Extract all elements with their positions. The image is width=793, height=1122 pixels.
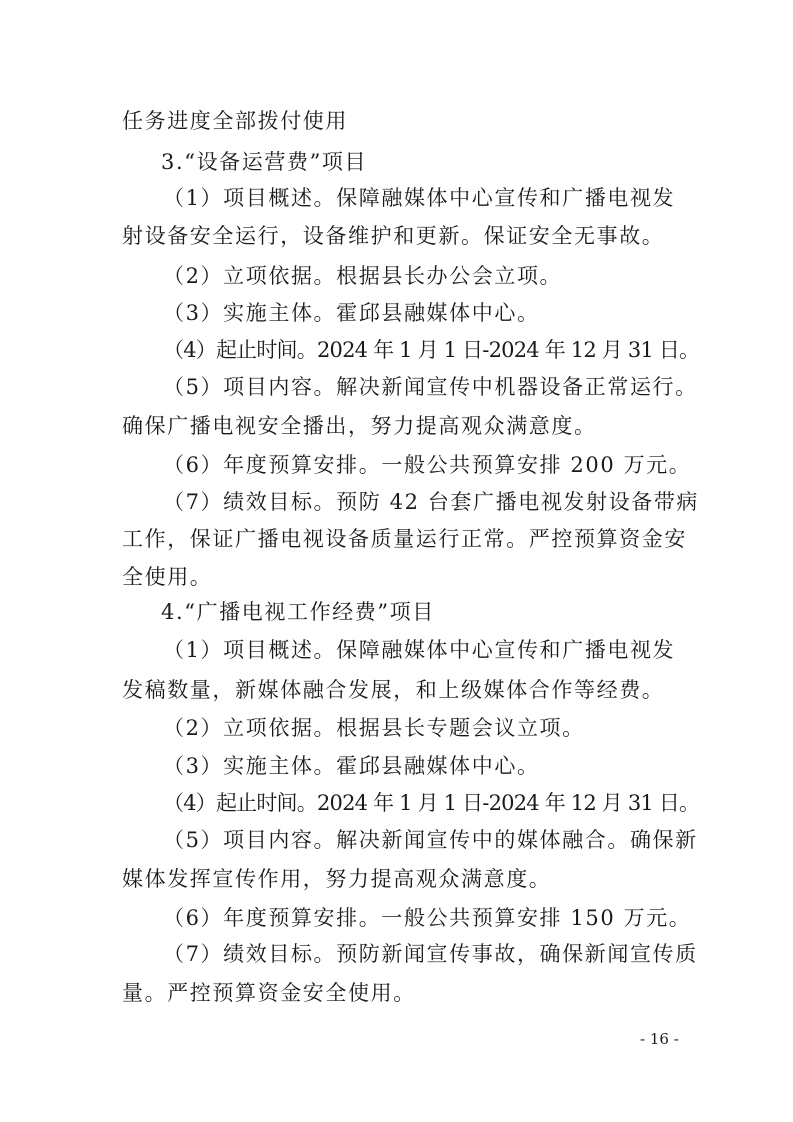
text-line: （4）起止时间。2024 年 1 月 1 日-2024 年 12 月 31 日。	[163, 791, 700, 815]
text-line: 工作，保证广播电视设备质量运行正常。严控预算资金安	[122, 527, 687, 551]
text-line: （6）年度预算安排。一般公共预算安排 150 万元。	[163, 906, 692, 930]
text-line: 确保广播电视安全播出，努力提高观众满意度。	[122, 414, 597, 438]
text-line: （2）立项依据。根据县长办公会立项。	[163, 264, 563, 288]
text-line: （5）项目内容。解决新闻宣传中的媒体融合。确保新	[163, 828, 698, 852]
text-line: （2）立项依据。根据县长专题会议立项。	[163, 716, 585, 740]
text-line: 任务进度全部拨付使用	[122, 109, 348, 133]
text-line: （7）绩效目标。预防新闻宣传事故，确保新闻宣传质	[163, 942, 698, 966]
text-line: （1）项目概述。保障融媒体中心宣传和广播电视发	[163, 186, 676, 210]
section-heading: 3.“设备运营费”项目	[161, 150, 368, 174]
page-number: - 16 -	[640, 1030, 679, 1048]
text-line: 射设备安全运行，设备维护和更新。保证安全无事故。	[122, 224, 665, 248]
text-line: 媒体发挥宣传作用，努力提高观众满意度。	[122, 867, 552, 891]
text-line: 量。严控预算资金安全使用。	[122, 981, 416, 1005]
text-line: （6）年度预算安排。一般公共预算安排 200 万元。	[163, 453, 692, 477]
section-heading: 4.“广播电视工作经费”项目	[161, 600, 435, 624]
text-line: 全使用。	[122, 565, 213, 589]
text-line: （7）绩效目标。预防 42 台套广播电视发射设备带病	[163, 490, 700, 514]
text-line: （4）起止时间。2024 年 1 月 1 日-2024 年 12 月 31 日。	[163, 338, 700, 362]
text-line: 发稿数量，新媒体融合发展，和上级媒体合作等经费。	[122, 678, 665, 702]
text-line: （5）项目内容。解决新闻宣传中机器设备正常运行。	[163, 375, 698, 399]
text-line: （1）项目概述。保障融媒体中心宣传和广播电视发	[163, 638, 676, 662]
text-line: （3）实施主体。霍邱县融媒体中心。	[163, 301, 540, 325]
text-line: （3）实施主体。霍邱县融媒体中心。	[163, 754, 540, 778]
